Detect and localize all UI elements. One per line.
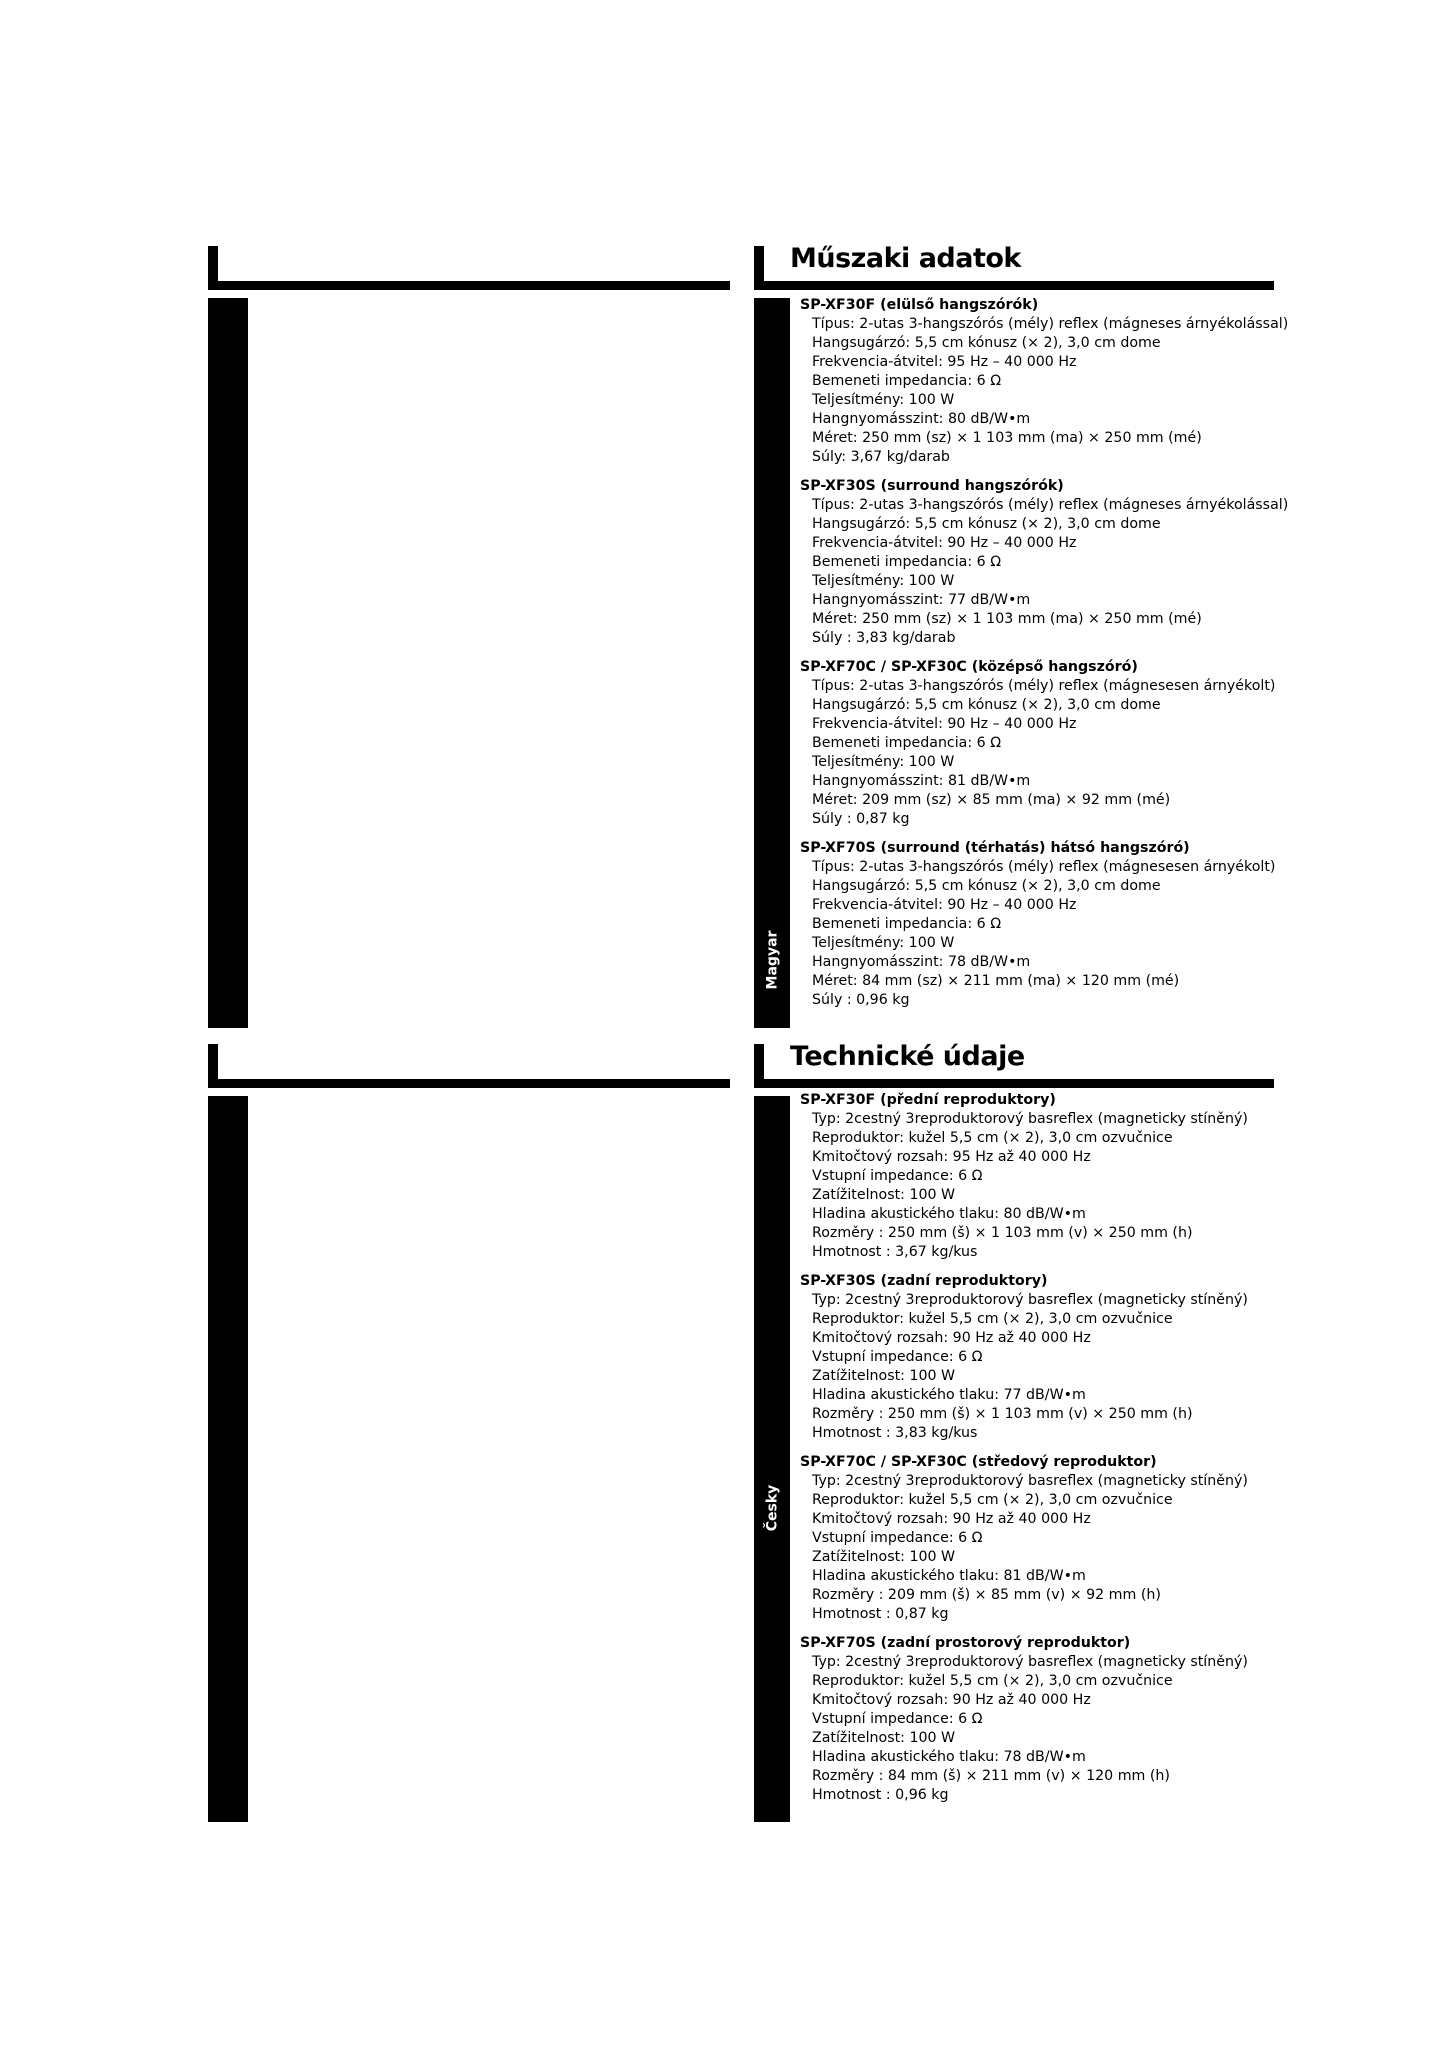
section-title-hungarian: Műszaki adatok [790, 243, 1021, 274]
spec-line: Méret: 209 mm (sz) × 85 mm (ma) × 92 mm (mé) [812, 792, 1171, 808]
spec-block-title: SP-XF70C / SP-XF30C (középső hangszóró) [800, 659, 1138, 675]
spec-block [800, 1634, 1280, 1805]
spec-line: Reproduktor: kužel 5,5 cm (× 2), 3,0 cm ozvučnice [812, 1130, 1173, 1146]
spec-block-title: SP-XF70C / SP-XF30C (středový reproduktor) [800, 1454, 1157, 1470]
spec-block-title: SP-XF70S (zadní prostorový reproduktor) [800, 1635, 1131, 1651]
spec-line: Typ: 2cestný 3reproduktorový basreflex (magneticky stíněný) [812, 1654, 1248, 1670]
section-title-czech: Technické údaje [790, 1041, 1025, 1072]
spec-line: Hangnyomásszint: 77 dB/W•m [812, 592, 1031, 608]
spec-line: Típus: 2-utas 3-hangszórós (mély) reflex (mágnesesen árnyékolt) [812, 678, 1276, 694]
spec-line: Kmitočtový rozsah: 90 Hz až 40 000 Hz [812, 1692, 1091, 1708]
left-header-rule-1 [208, 246, 730, 290]
language-label-cesky: Česky [764, 1484, 781, 1532]
spec-line: Teljesítmény: 100 W [812, 935, 955, 951]
left-sidebar-bar-1 [208, 298, 248, 1028]
spec-block-title: SP-XF30F (elülső hangszórók) [800, 297, 1039, 313]
spec-line: Rozměry : 209 mm (š) × 85 mm (v) × 92 mm (h) [812, 1587, 1161, 1603]
language-label-magyar: Magyar [764, 930, 781, 990]
spec-line: Hangsugárzó: 5,5 cm kónusz (× 2), 3,0 cm dome [812, 335, 1161, 351]
spec-line: Typ: 2cestný 3reproduktorový basreflex (magneticky stíněný) [812, 1292, 1248, 1308]
spec-line: Hangsugárzó: 5,5 cm kónusz (× 2), 3,0 cm dome [812, 516, 1161, 532]
spec-line: Rozměry : 250 mm (š) × 1 103 mm (v) × 250 mm (h) [812, 1225, 1193, 1241]
language-tab-bar-1 [754, 298, 790, 1028]
spec-line: Kmitočtový rozsah: 90 Hz až 40 000 Hz [812, 1330, 1091, 1346]
spec-line: Méret: 250 mm (sz) × 1 103 mm (ma) × 250 mm (mé) [812, 430, 1202, 446]
spec-line: Hmotnost : 3,67 kg/kus [812, 1244, 978, 1260]
spec-block [800, 1091, 1280, 1262]
spec-block [800, 1453, 1280, 1624]
left-header-rule-2 [208, 1044, 730, 1088]
spec-block-title: SP-XF30S (zadní reproduktory) [800, 1273, 1048, 1289]
spec-line: Typ: 2cestný 3reproduktorový basreflex (magneticky stíněný) [812, 1111, 1248, 1127]
spec-line: Frekvencia-átvitel: 90 Hz – 40 000 Hz [812, 535, 1077, 551]
spec-line: Típus: 2-utas 3-hangszórós (mély) reflex (mágnesesen árnyékolt) [812, 859, 1276, 875]
spec-line: Rozměry : 250 mm (š) × 1 103 mm (v) × 250 mm (h) [812, 1406, 1193, 1422]
spec-block [800, 658, 1280, 829]
spec-line: Méret: 84 mm (sz) × 211 mm (ma) × 120 mm (mé) [812, 973, 1180, 989]
spec-line: Zatížitelnost: 100 W [812, 1730, 956, 1746]
left-sidebar-bar-2 [208, 1096, 248, 1822]
spec-line: Frekvencia-átvitel: 90 Hz – 40 000 Hz [812, 897, 1077, 913]
spec-line: Zatížitelnost: 100 W [812, 1187, 956, 1203]
spec-line: Hangnyomásszint: 78 dB/W•m [812, 954, 1031, 970]
spec-line: Hladina akustického tlaku: 80 dB/W•m [812, 1206, 1086, 1222]
spec-line: Zatížitelnost: 100 W [812, 1549, 956, 1565]
spec-line: Típus: 2-utas 3-hangszórós (mély) reflex (mágneses árnyékolással) [812, 497, 1289, 513]
spec-line: Teljesítmény: 100 W [812, 573, 955, 589]
spec-line: Hladina akustického tlaku: 78 dB/W•m [812, 1749, 1086, 1765]
spec-line: Méret: 250 mm (sz) × 1 103 mm (ma) × 250 mm (mé) [812, 611, 1202, 627]
spec-line: Typ: 2cestný 3reproduktorový basreflex (magneticky stíněný) [812, 1473, 1248, 1489]
spec-line: Bemeneti impedancia: 6 Ω [812, 554, 1002, 570]
language-tab-label [754, 910, 790, 1010]
spec-line: Reproduktor: kužel 5,5 cm (× 2), 3,0 cm ozvučnice [812, 1673, 1173, 1689]
language-tab-bar-2 [754, 1096, 790, 1822]
spec-line: Hmotnost : 0,96 kg [812, 1787, 949, 1803]
spec-line: Vstupní impedance: 6 Ω [812, 1349, 983, 1365]
spec-line: Vstupní impedance: 6 Ω [812, 1168, 983, 1184]
spec-line: Hangnyomásszint: 81 dB/W•m [812, 773, 1031, 789]
spec-line: Hangsugárzó: 5,5 cm kónusz (× 2), 3,0 cm dome [812, 878, 1161, 894]
spec-line: Teljesítmény: 100 W [812, 754, 955, 770]
spec-line: Hladina akustického tlaku: 77 dB/W•m [812, 1387, 1086, 1403]
spec-line: Típus: 2-utas 3-hangszórós (mély) reflex (mágneses árnyékolással) [812, 316, 1289, 332]
spec-line: Hangsugárzó: 5,5 cm kónusz (× 2), 3,0 cm dome [812, 697, 1161, 713]
spec-line: Vstupní impedance: 6 Ω [812, 1711, 983, 1727]
spec-line: Teljesítmény: 100 W [812, 392, 955, 408]
spec-block [800, 477, 1289, 648]
spec-block-title: SP-XF30F (přední reproduktory) [800, 1092, 1056, 1108]
spec-list-hungarian [800, 296, 1289, 1020]
spec-block-title: SP-XF70S (surround (térhatás) hátsó hangszóró) [800, 840, 1190, 856]
spec-line: Kmitočtový rozsah: 95 Hz až 40 000 Hz [812, 1149, 1091, 1165]
spec-line: Reproduktor: kužel 5,5 cm (× 2), 3,0 cm ozvučnice [812, 1492, 1173, 1508]
spec-block-title: SP-XF30S (surround hangszórók) [800, 478, 1064, 494]
spec-line: Frekvencia-átvitel: 90 Hz – 40 000 Hz [812, 716, 1077, 732]
spec-line: Hmotnost : 3,83 kg/kus [812, 1425, 978, 1441]
spec-block [800, 296, 1289, 467]
spec-line: Bemeneti impedancia: 6 Ω [812, 373, 1002, 389]
spec-line: Rozměry : 84 mm (š) × 211 mm (v) × 120 mm (h) [812, 1768, 1170, 1784]
spec-line: Reproduktor: kužel 5,5 cm (× 2), 3,0 cm ozvučnice [812, 1311, 1173, 1327]
spec-line: Bemeneti impedancia: 6 Ω [812, 735, 1002, 751]
spec-line: Hladina akustického tlaku: 81 dB/W•m [812, 1568, 1086, 1584]
spec-list-czech [800, 1091, 1280, 1815]
spec-line: Súly : 0,96 kg [812, 992, 910, 1008]
spec-block [800, 839, 1280, 1010]
spec-line: Súly : 3,83 kg/darab [812, 630, 956, 646]
spec-line: Vstupní impedance: 6 Ω [812, 1530, 983, 1546]
spec-block [800, 1272, 1280, 1443]
spec-line: Frekvencia-átvitel: 95 Hz – 40 000 Hz [812, 354, 1077, 370]
spec-line: Hmotnost : 0,87 kg [812, 1606, 949, 1622]
spec-line: Hangnyomásszint: 80 dB/W•m [812, 411, 1031, 427]
spec-line: Bemeneti impedancia: 6 Ω [812, 916, 1002, 932]
spec-line: Kmitočtový rozsah: 90 Hz až 40 000 Hz [812, 1511, 1091, 1527]
language-tab-label [754, 1458, 790, 1558]
spec-line: Súly: 3,67 kg/darab [812, 449, 950, 465]
spec-line: Súly : 0,87 kg [812, 811, 910, 827]
spec-line: Zatížitelnost: 100 W [812, 1368, 956, 1384]
